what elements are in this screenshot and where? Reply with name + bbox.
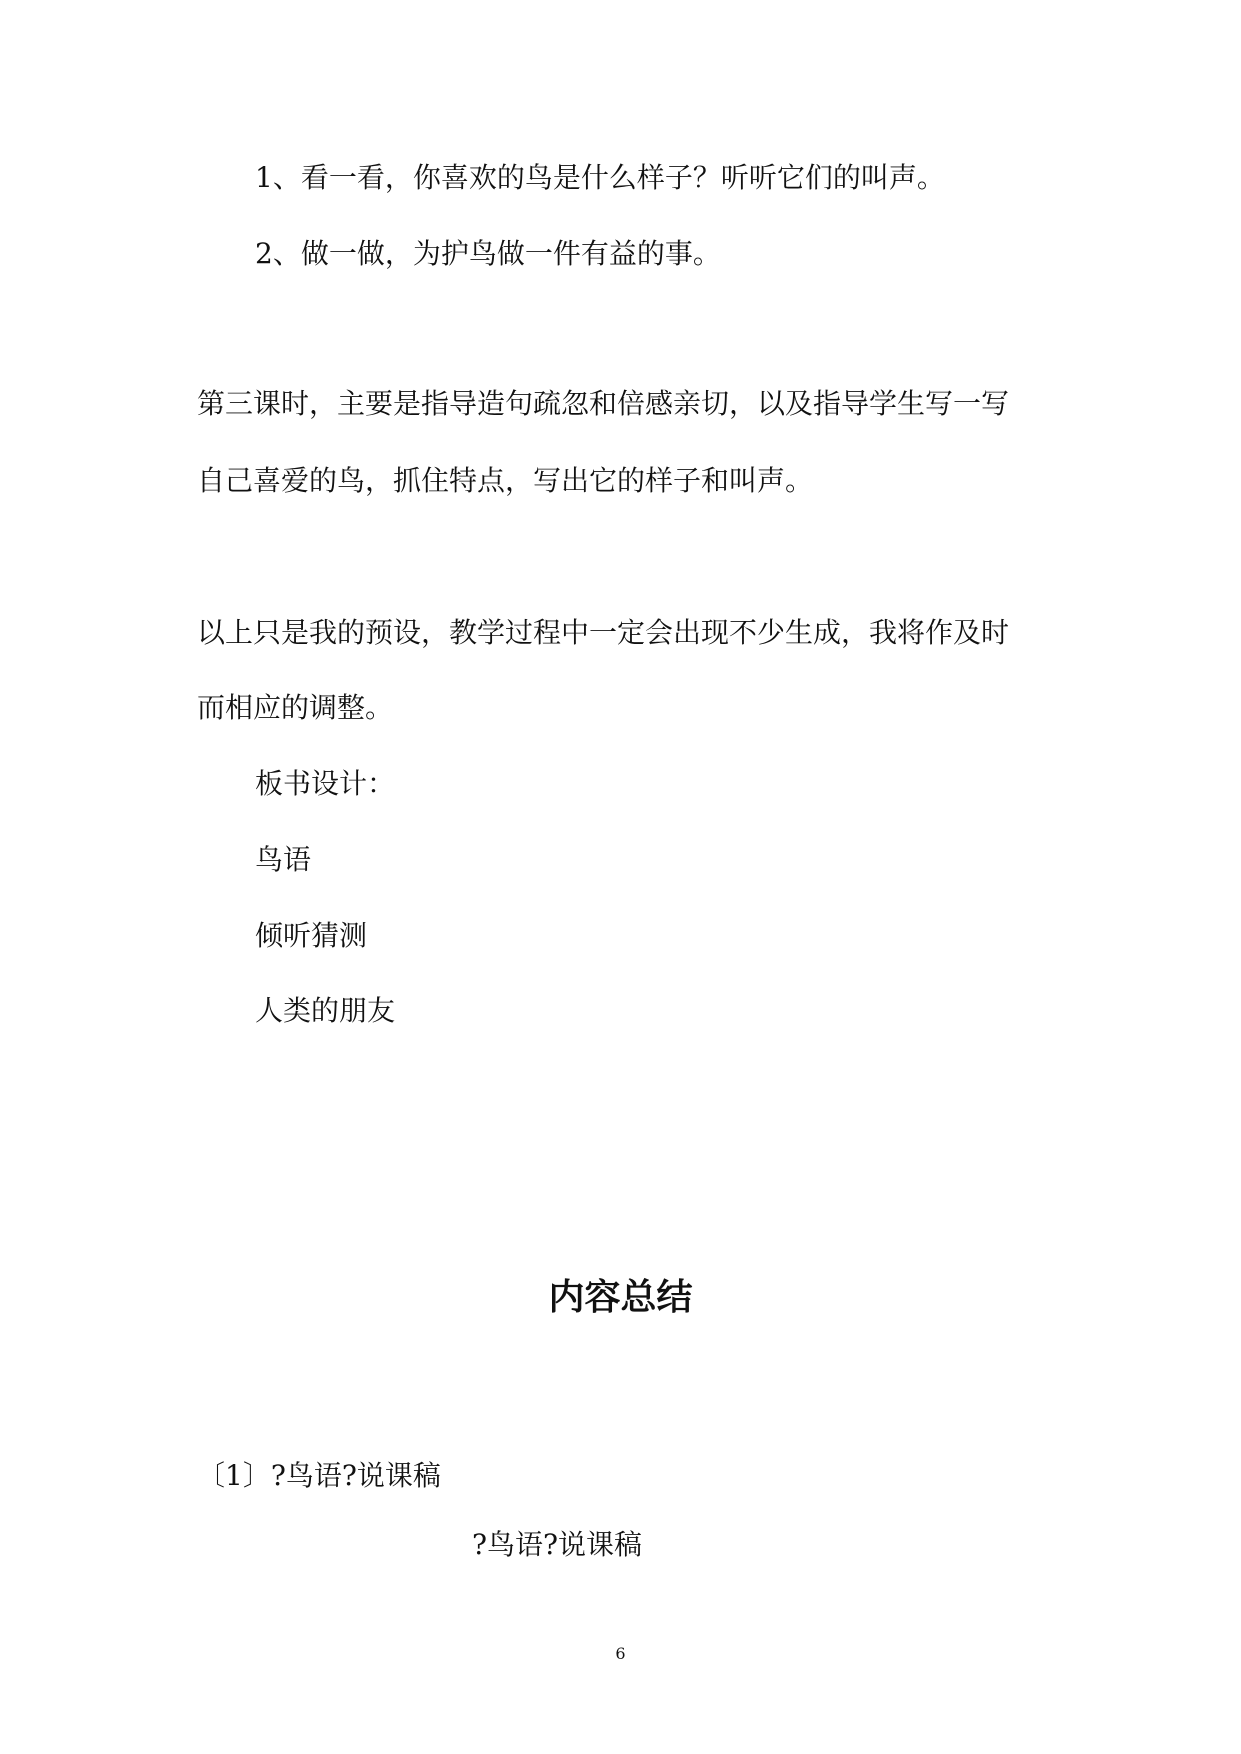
- board-design-heading: 板书设计：: [255, 767, 396, 800]
- page-number: 6: [615, 1644, 626, 1663]
- board-item-listen-guess: 倾听猜测: [255, 919, 368, 952]
- summary-title: 内容总结: [548, 1277, 693, 1318]
- third-lesson-line-2: 自己喜爱的鸟，抓住特点，写出它的样子和叫声。: [197, 464, 814, 497]
- summary-subtitle: ?鸟语?说课稿: [472, 1528, 643, 1561]
- third-lesson-line-1: 第三课时，主要是指导造句疏忽和倍感亲切，以及指导学生写一写: [197, 387, 1010, 420]
- summary-item: 〔1〕?鸟语?说课稿: [197, 1459, 441, 1492]
- preset-note-line-2: 而相应的调整。: [197, 691, 394, 724]
- board-item-bird-language: 鸟语: [255, 843, 312, 876]
- activity-do-line: 2、做一做，为护鸟做一件有益的事。: [255, 237, 721, 270]
- board-item-human-friend: 人类的朋友: [255, 994, 396, 1027]
- activity-look-line: 1、看一看，你喜欢的鸟是什么样子？听听它们的叫声。: [255, 161, 945, 194]
- preset-note-line-1: 以上只是我的预设，教学过程中一定会出现不少生成，我将作及时: [197, 616, 1010, 649]
